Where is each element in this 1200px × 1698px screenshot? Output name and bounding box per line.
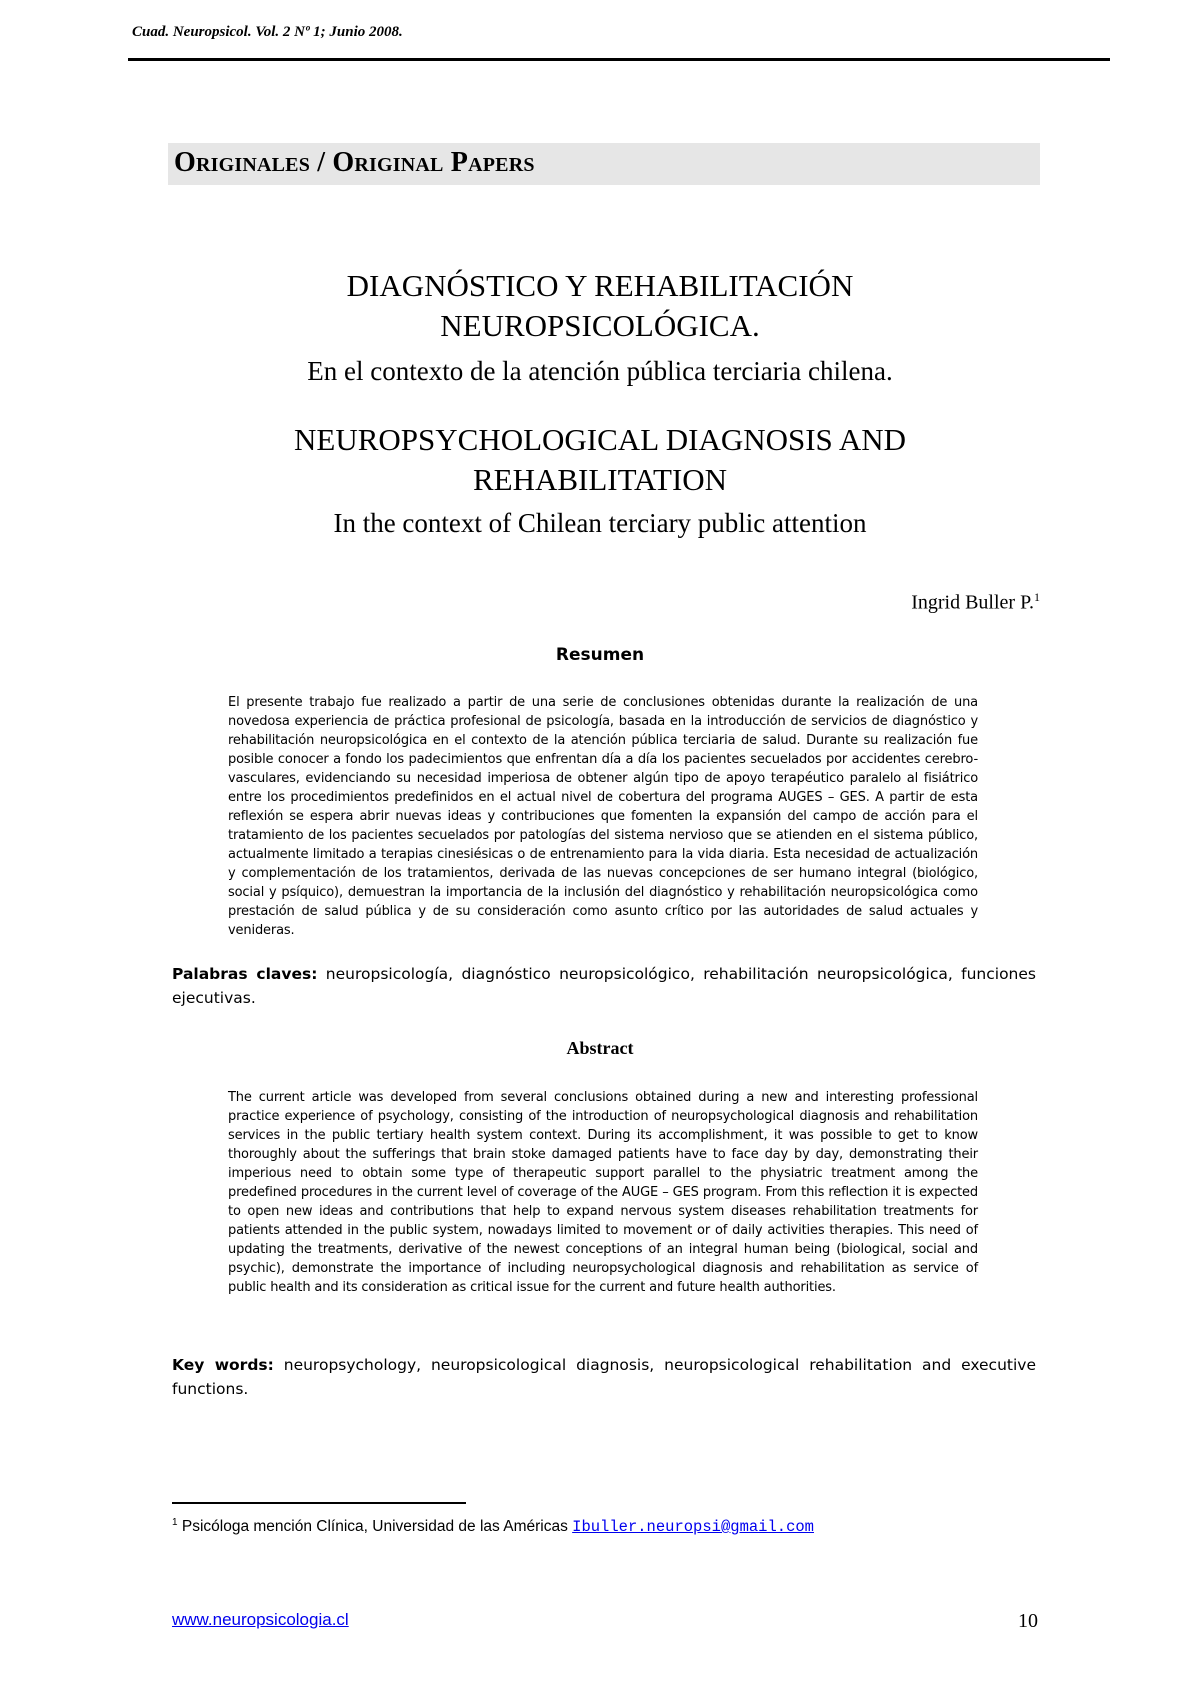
abstract-heading: Abstract xyxy=(566,1038,634,1058)
section-band xyxy=(168,143,1040,185)
title-spanish xyxy=(160,266,1040,346)
key-words-text: neuropsychology, neuropsicological diagnosis, neuropsicological rehabilitation and executive functions. xyxy=(172,1356,1037,1398)
author-name: Ingrid Buller P. xyxy=(911,591,1034,614)
page-number: 10 xyxy=(1018,1610,1038,1632)
footnote xyxy=(172,1517,814,1536)
footnote-mark: 1 xyxy=(172,1517,178,1528)
title-spanish-line-1: DIAGNÓSTICO Y REHABILITACIÓN xyxy=(346,268,854,303)
subtitle-english: In the context of Chilean terciary public attention xyxy=(333,508,867,538)
palabras-claves xyxy=(172,962,1036,1010)
author xyxy=(911,590,1040,615)
palabras-claves-text: neuropsicología, diagnóstico neuropsicológico, rehabilitación neuropsicológica, funciones ejecutivas. xyxy=(172,965,1036,1007)
abstract-text: The current article was developed from several conclusions obtained during a new and interesting professional practice experience of psychology, consisting of the introduction of neuropsychological diagnosis and rehabilitation services in the public tertiary health system context. During its accomplishment, it was possible to get to know thoroughly about the sufferings that brain stoke damaged patients have to face day by day, demonstrating their imperious need to obtain some type of therapeutic support parallel to the physiatric treatment among the predefined procedures in the current level of coverage of the AUGE – GES program. From this reflection it is expected to open new ideas and contributions that help to expand nervous system diseases rehabilitation treatments for patients attended in the public system, nowadays limited to movement or of daily activities therapies. This need of updating the treatments, derivative of the newest conceptions of an integral human being (biological, social and psychic), demonstrate the importance of including neuropsychological diagnosis and rehabilitation as service of public health and its consideration as critical issue for the current and future health authorities. xyxy=(228,1090,978,1295)
palabras-claves-label: Palabras claves: xyxy=(172,965,318,983)
title-english-line-2: REHABILITATION xyxy=(472,462,728,497)
header-rule xyxy=(128,58,1110,61)
resumen-heading: Resumen xyxy=(555,645,645,665)
website-link[interactable]: www.neuropsicologia.cl xyxy=(172,1610,349,1629)
title-english-line-1: NEUROPSYCHOLOGICAL DIAGNOSIS AND xyxy=(294,422,906,457)
subtitle-spanish: En el contexto de la atención pública terciaria chilena. xyxy=(307,356,893,386)
title-spanish-line-2: NEUROPSICOLÓGICA. xyxy=(440,308,760,343)
running-head: Cuad. Neuropsicol. Vol. 2 Nº 1; Junio 2008. xyxy=(132,24,403,40)
footnote-text: Psicóloga mención Clínica, Universidad de las Américas xyxy=(177,1518,573,1536)
author-footnote-mark: 1 xyxy=(1034,590,1040,604)
key-words xyxy=(172,1353,1036,1401)
author-email-link[interactable]: Ibuller.neuropsi@gmail.com xyxy=(572,1518,814,1537)
resumen-text: El presente trabajo fue realizado a partir de una serie de conclusiones obtenidas durante la realización de una novedosa experiencia de práctica profesional de psicología, basada en la introducción de servicios de diagnóstico y rehabilitación neuropsicológica en el contexto de la atención pública terciaria de salud. Durante su realización fue posible conocer a fondo los padecimientos que enfrentan día a día los pacientes secuelados por accidentes cerebro-vasculares, evidenciando su necesidad imperiosa de obtener algún tipo de apoyo terapéutico paralelo al fisiátrico entre los procedimientos predefinidos en el actual nivel de cobertura del programa AUGES – GES. A partir de esta reflexión se espera abrir nuevas ideas y contribuciones que fomenten la expansión del campo de acción para el tratamiento de los pacientes secuelados por patologías del sistema nervioso que se atienden en el sistema público, actualmente limitado a terapias cinesiésicas o de entrenamiento para la vida diaria. Esta necesidad de actualización y complementación de los tratamientos, derivada de las nuevas concepciones de ser humano integral (biológico, social y psíquico), demuestran la importancia de la inclusión del diagnóstico y rehabilitación neuropsicológica como prestación de salud pública y de su consideración como asunto crítico por las autoridades de salud actuales y venideras. xyxy=(228,695,978,938)
key-words-label: Key words: xyxy=(172,1356,274,1374)
title-english xyxy=(160,420,1040,500)
section-label: Originales / Original Papers xyxy=(174,147,535,178)
footnote-rule xyxy=(172,1502,466,1504)
